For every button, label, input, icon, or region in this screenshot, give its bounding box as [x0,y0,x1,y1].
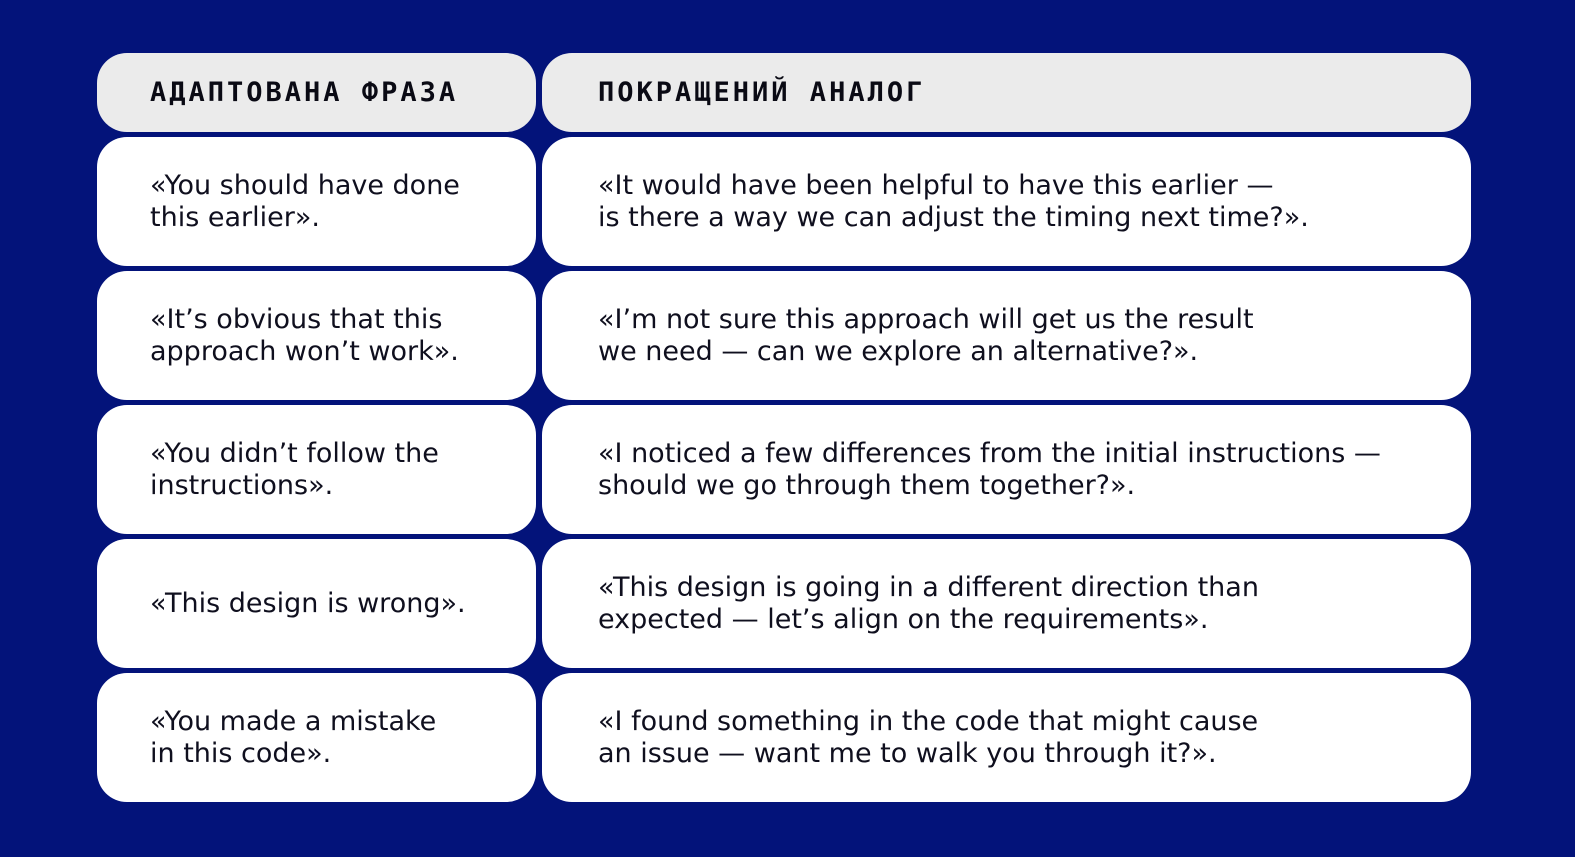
improved-analog-cell [542,137,1471,266]
improved-analog-cell [542,673,1471,802]
table-row [97,673,1471,802]
adapted-phrase-cell [97,673,536,802]
improved-analog-text: «I’m not sure this approach will get us the result we need — can we explore an alternative?». [598,303,1254,367]
table-row [97,137,1471,266]
table-header-row [97,53,1471,132]
table-row [97,405,1471,534]
adapted-phrase-cell [97,405,536,534]
improved-analog-cell [542,271,1471,400]
adapted-phrase-text: «It’s obvious that this approach won’t work». [150,303,459,367]
table-row [97,539,1471,668]
improved-analog-text: «This design is going in a different direction than expected — let’s align on the requirements». [598,571,1259,635]
adapted-phrase-text: «This design is wrong». [150,587,466,619]
adapted-phrase-cell [97,271,536,400]
header-cell-adapted-phrase [97,53,536,132]
improved-analog-text: «I found something in the code that might cause an issue — want me to walk you through it?». [598,705,1259,769]
adapted-phrase-cell [97,539,536,668]
header-cell-improved-analog [542,53,1471,132]
improved-analog-text: «It would have been helpful to have this earlier — is there a way we can adjust the timing next time?». [598,169,1309,233]
adapted-phrase-text: «You made a mistake in this code». [150,705,437,769]
adapted-phrase-cell [97,137,536,266]
phrase-comparison-table [97,53,1471,807]
adapted-phrase-text: «You should have done this earlier». [150,169,460,233]
table-row [97,271,1471,400]
improved-analog-text: «I noticed a few differences from the initial instructions — should we go through them together?». [598,437,1381,501]
header-label-improved-analog: ПОКРАЩЕНИЙ АНАЛОГ [598,77,926,108]
header-label-adapted-phrase: АДАПТОВАНА ФРАЗА [150,77,459,108]
improved-analog-cell [542,405,1471,534]
adapted-phrase-text: «You didn’t follow the instructions». [150,437,439,501]
improved-analog-cell [542,539,1471,668]
